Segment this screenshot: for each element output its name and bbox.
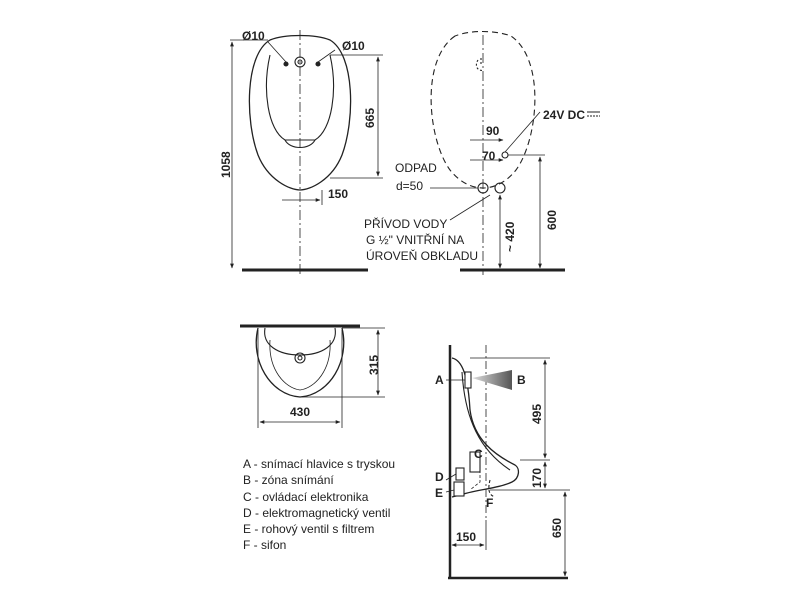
side-label-e: E [435, 486, 444, 500]
legend-item-b: B - zóna snímání [243, 473, 334, 488]
side-dim-495-label: 495 [530, 403, 544, 424]
front-view [230, 30, 383, 275]
side-dim-170-label: 170 [530, 467, 544, 488]
rear-dim-70-label: 70 [482, 149, 496, 163]
side-dim-650-label: 650 [550, 517, 564, 538]
front-hole-left-label: Ø10 [242, 29, 265, 43]
legend-item-e: E - rohový ventil s filtrem [243, 522, 375, 537]
rear-water-label-1: PŘÍVOD VODY [364, 217, 448, 231]
front-hole-right-label: Ø10 [342, 39, 365, 53]
legend-item-a: A - snímací hlavice s tryskou [243, 457, 396, 471]
side-label-f: F [486, 496, 494, 510]
rear-dim-420-label: ~ 420 [503, 221, 517, 252]
sensing-zone-beam [472, 370, 512, 390]
front-offset-150-label: 150 [328, 187, 349, 201]
legend [243, 456, 395, 554]
rear-dim-600-label: 600 [545, 209, 559, 230]
rear-drain-label: ODPAD [395, 161, 437, 175]
side-label-d: D [435, 470, 444, 484]
top-view [240, 326, 385, 428]
rear-water-label-2: G ½" VNITŘNÍ NA [366, 233, 465, 247]
rear-water-label-3: ÚROVEŇ OBKLADU [366, 249, 479, 263]
side-label-c: C [474, 447, 483, 461]
side-label-a: A [435, 373, 444, 387]
side-label-b: B [517, 373, 526, 387]
front-height-665-label: 665 [363, 107, 377, 128]
rear-power-label: 24V DC [543, 108, 586, 122]
legend-item-d: D - elektromagnetický ventil [243, 505, 391, 520]
rear-drain-size-label: d=50 [396, 179, 424, 193]
side-dim-150-label: 150 [456, 530, 477, 544]
legend-item-c: C - ovládací elektronika [243, 489, 369, 504]
front-height-1058-label: 1058 [219, 151, 233, 178]
rear-dim-90-label: 90 [486, 124, 500, 138]
top-depth-315-label: 315 [367, 354, 381, 375]
top-width-430-label: 430 [290, 405, 311, 419]
legend-item-f: F - sifon [243, 538, 287, 553]
